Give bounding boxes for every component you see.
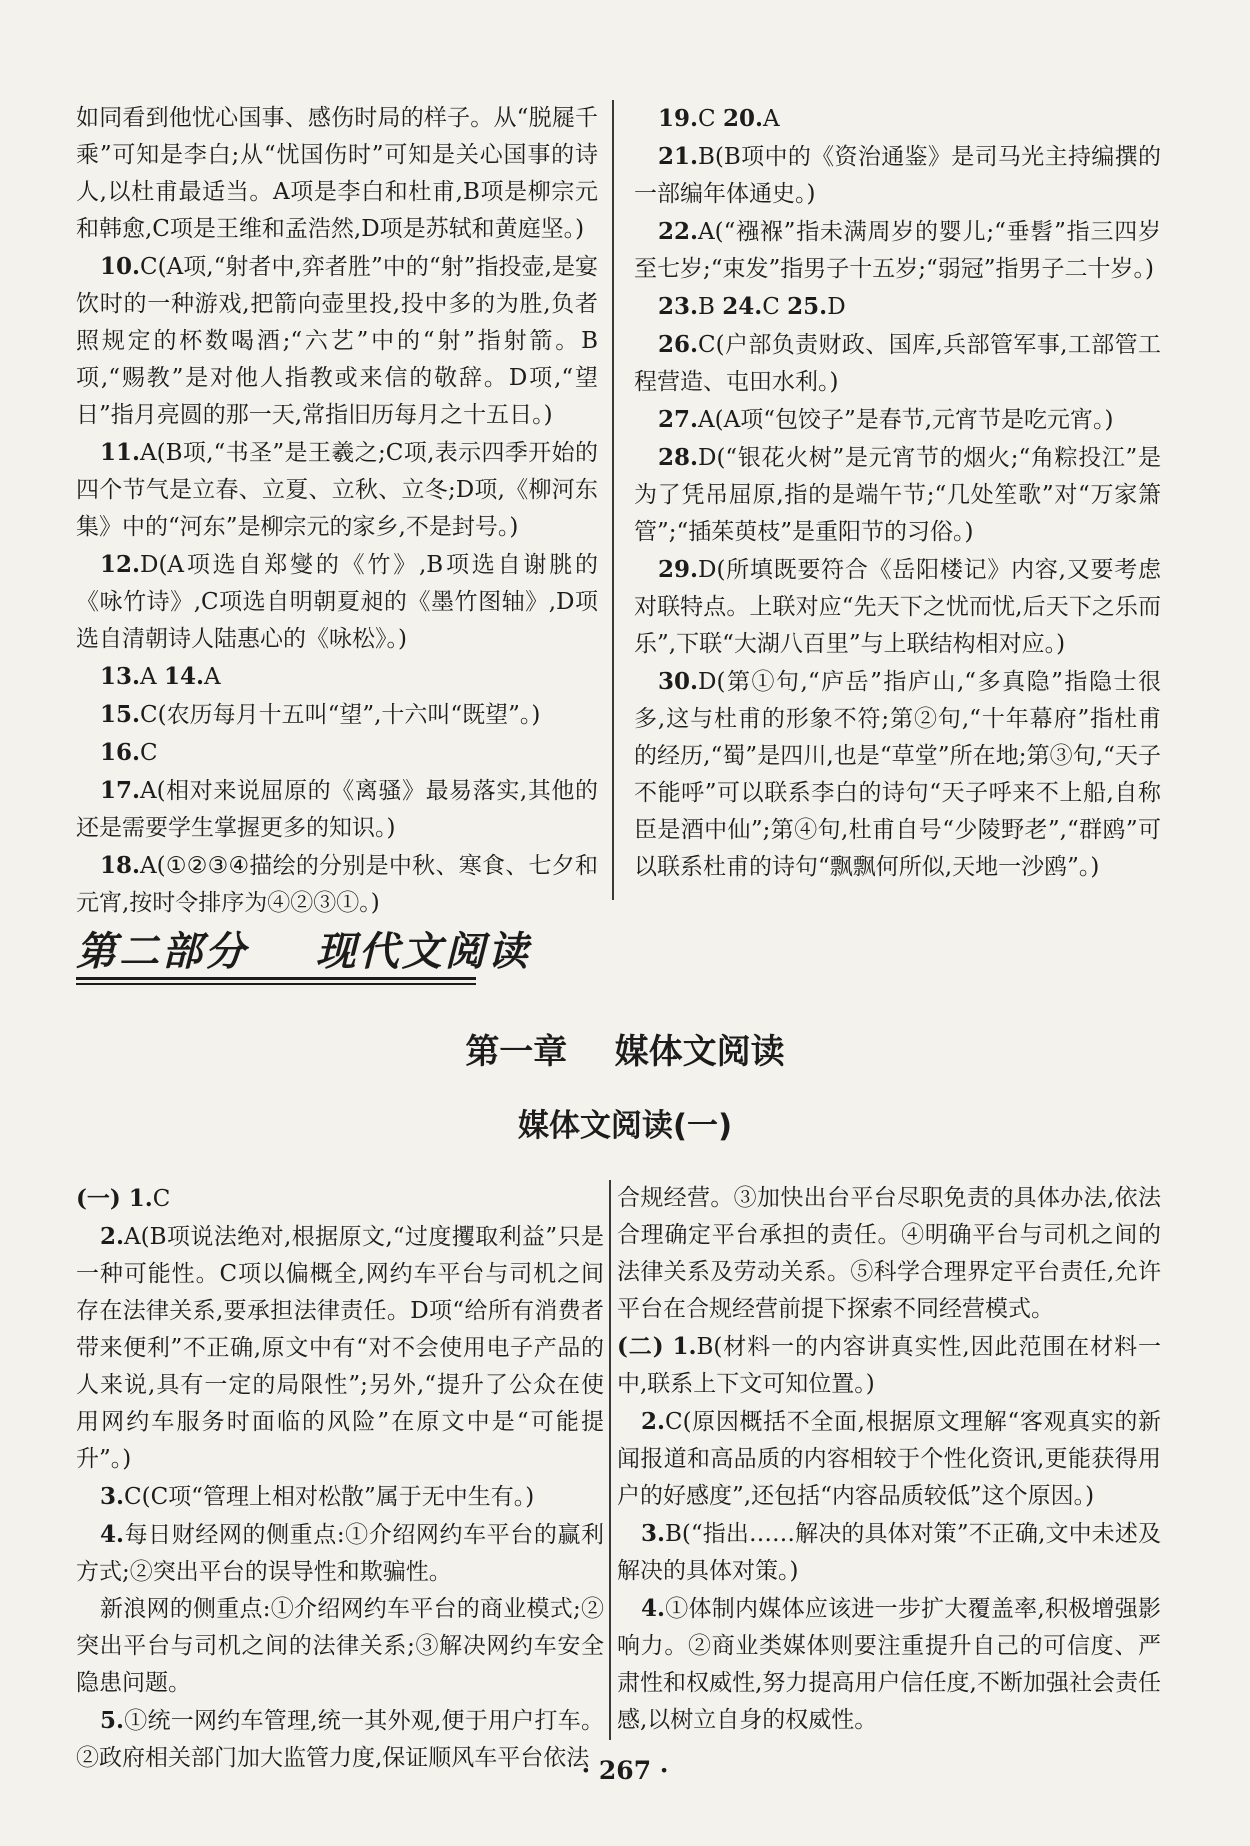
- answer-part1-q4-sina: 新浪网的侧重点:①介绍网约车平台的商业模式;②突出平台与司机之间的法律关系;③解决网约车安全隐患问题。: [76, 1596, 604, 1696]
- answer-21: 21.B(B项中的《资治通鉴》是司马光主持编撰的一部编年体通史。): [634, 143, 1161, 207]
- answer-part1-q5-continuation: 合规经营。③加快出台平台尽职免责的具体办法,依法合理确定平台承担的责任。④明确平台与司机之间的法律关系及劳动关系。⑤科学合理界定平台责任,允许平台在合规经营前提下探索不同经营模式。: [617, 1185, 1161, 1322]
- answer-17: 17.A(相对来说屈原的《离骚》最易落实,其他的还是需要学生掌握更多的知识。): [76, 777, 598, 841]
- answer-10: 10.C(A项,“射者中,弈者胜”中的“射”指投壶,是宴饮时的一种游戏,把箭向壶里投,投中多的为胜,负者照规定的杯数喝酒;“六艺”中的“射”指射箭。B项,“赐教”是对他人指教或来信的敬辞。D项,“望日”指月亮圆的那一天,常指旧历每月之十五日。): [76, 253, 598, 428]
- answer-22: 22.A(“襁褓”指未满周岁的婴儿;“垂髫”指三四岁至七岁;“束发”指男子十五岁;“弱冠”指男子二十岁。): [634, 218, 1161, 282]
- answer-16: 16.C: [100, 739, 158, 766]
- answer-9-continuation: 如同看到他忧心国事、感伤时局的样子。从“脱屣千乘”可知是李白;从“忧国伤时”可知是关心国事的诗人,以杜甫最适当。A项是李白和杜甫,B项是柳宗元和韩愈,C项是王维和孟浩然,D项是苏轼和黄庭坚。): [76, 105, 598, 242]
- answer-18: 18.A(①②③④描绘的分别是中秋、寒食、七夕和元宵,按时令排序为④②③①。): [76, 852, 598, 916]
- answer-part1-q4: 4.每日财经网的侧重点:①介绍网约车平台的赢利方式;②突出平台的误导性和欺骗性。: [76, 1521, 604, 1585]
- answers-top-left-column: [76, 100, 598, 922]
- answers-top-right-column: [634, 100, 1161, 886]
- answer-15: 15.C(农历每月十五叫“望”,十六叫“既望”。): [100, 701, 541, 728]
- answer-part2-q3: 3.B(“指出……解决的具体对策”不正确,文中未述及解决的具体对策。): [617, 1520, 1161, 1584]
- page-number: · 267 ·: [581, 1756, 669, 1785]
- part-title-underline-second: [76, 983, 476, 985]
- answer-29: 29.D(所填既要符合《岳阳楼记》内容,又要考虑对联特点。上联对应“先天下之忧而忧,后天下之乐而乐”,下联“大湖八百里”与上联结构相对应。): [634, 556, 1161, 657]
- answer-26: 26.C(户部负责财政、国库,兵部管军事,工部管工程营造、屯田水利。): [634, 331, 1161, 395]
- column-divider-bottom: [609, 1180, 611, 1740]
- part-title-underline: [76, 977, 476, 980]
- answer-part1-q1: (一) 1.C: [76, 1185, 171, 1212]
- answer-23-25: 23.B 24.C 25.D: [658, 293, 846, 320]
- answer-19-20: 19.C 20.A: [658, 105, 780, 132]
- answer-part2-q4: 4.①体制内媒体应该进一步扩大覆盖率,积极增强影响力。②商业类媒体则要注重提升自己的可信度、严肃性和权威性,努力提高用户信任度,不断加强社会责任感,以树立自身的权威性。: [617, 1595, 1161, 1733]
- column-divider-top: [612, 100, 614, 900]
- answer-12: 12.D(A项选自郑燮的《竹》,B项选自谢朓的《咏竹诗》,C项选自明朝夏昶的《墨竹图轴》,D项选自清朝诗人陆惠心的《咏松》。): [76, 551, 598, 652]
- part-title: 第二部分 现代文阅读: [76, 929, 531, 975]
- answer-part1-q2: 2.A(B项说法绝对,根据原文,“过度攫取利益”只是一种可能性。C项以偏概全,网约车平台与司机之间存在法律关系,要承担法律责任。D项“给所有消费者带来便利”不正确,原文中有“对不会使用电子产品的人来说,具有一定的局限性”;另外,“提升了公众在使用网约车服务时面临的风险”在原文中是“可能提升”。): [76, 1223, 604, 1472]
- answer-part1-q3: 3.C(C项“管理上相对松散”属于无中生有。): [100, 1483, 535, 1510]
- chapter-title: 第一章 媒体文阅读: [465, 1032, 785, 1072]
- answer-30: 30.D(第①句,“庐岳”指庐山,“多真隐”指隐士很多,这与杜甫的形象不符;第②句,“十年幕府”指杜甫的经历,“蜀”是四川,也是“草堂”所在地;第③句,“天子不能呼”可以联系李白的诗句“天子呼来不上船,自称臣是酒中仙”;第④句,杜甫自号“少陵野老”,“群鸥”可以联系杜甫的诗句“飘飘何所似,天地一沙鸥”。): [634, 668, 1161, 880]
- answer-part1-q5: 5.①统一网约车管理,统一其外观,便于用户打车。②政府相关部门加大监管力度,保证顺风车平台依法: [76, 1707, 604, 1771]
- answer-11: 11.A(B项,“书圣”是王羲之;C项,表示四季开始的四个节气是立春、立夏、立秋、立冬;D项,《柳河东集》中的“河东”是柳宗元的家乡,不是封号。): [76, 439, 598, 540]
- answers-bottom-right-column: [617, 1180, 1161, 1739]
- answers-bottom-left-column: [76, 1180, 604, 1777]
- answer-part2-q1: (二) 1.B(材料一的内容讲真实性,因此范围在材料一中,联系上下文可知位置。): [617, 1333, 1161, 1397]
- answer-part2-q2: 2.C(原因概括不全面,根据原文理解“客观真实的新闻报道和高品质的内容相较于个性化资讯,更能获得用户的好感度”,还包括“内容品质较低”这个原因。): [617, 1408, 1161, 1509]
- answer-28: 28.D(“银花火树”是元宵节的烟火;“角粽投江”是为了凭吊屈原,指的是端午节;“几处笙歌”对“万家箫管”;“插茱萸枝”是重阳节的习俗。): [634, 444, 1161, 545]
- answer-13-14: 13.A 14.A: [100, 663, 221, 690]
- answer-27: 27.A(A项“包饺子”是春节,元宵节是吃元宵。): [658, 406, 1114, 433]
- section-title: 媒体文阅读(一): [517, 1108, 733, 1144]
